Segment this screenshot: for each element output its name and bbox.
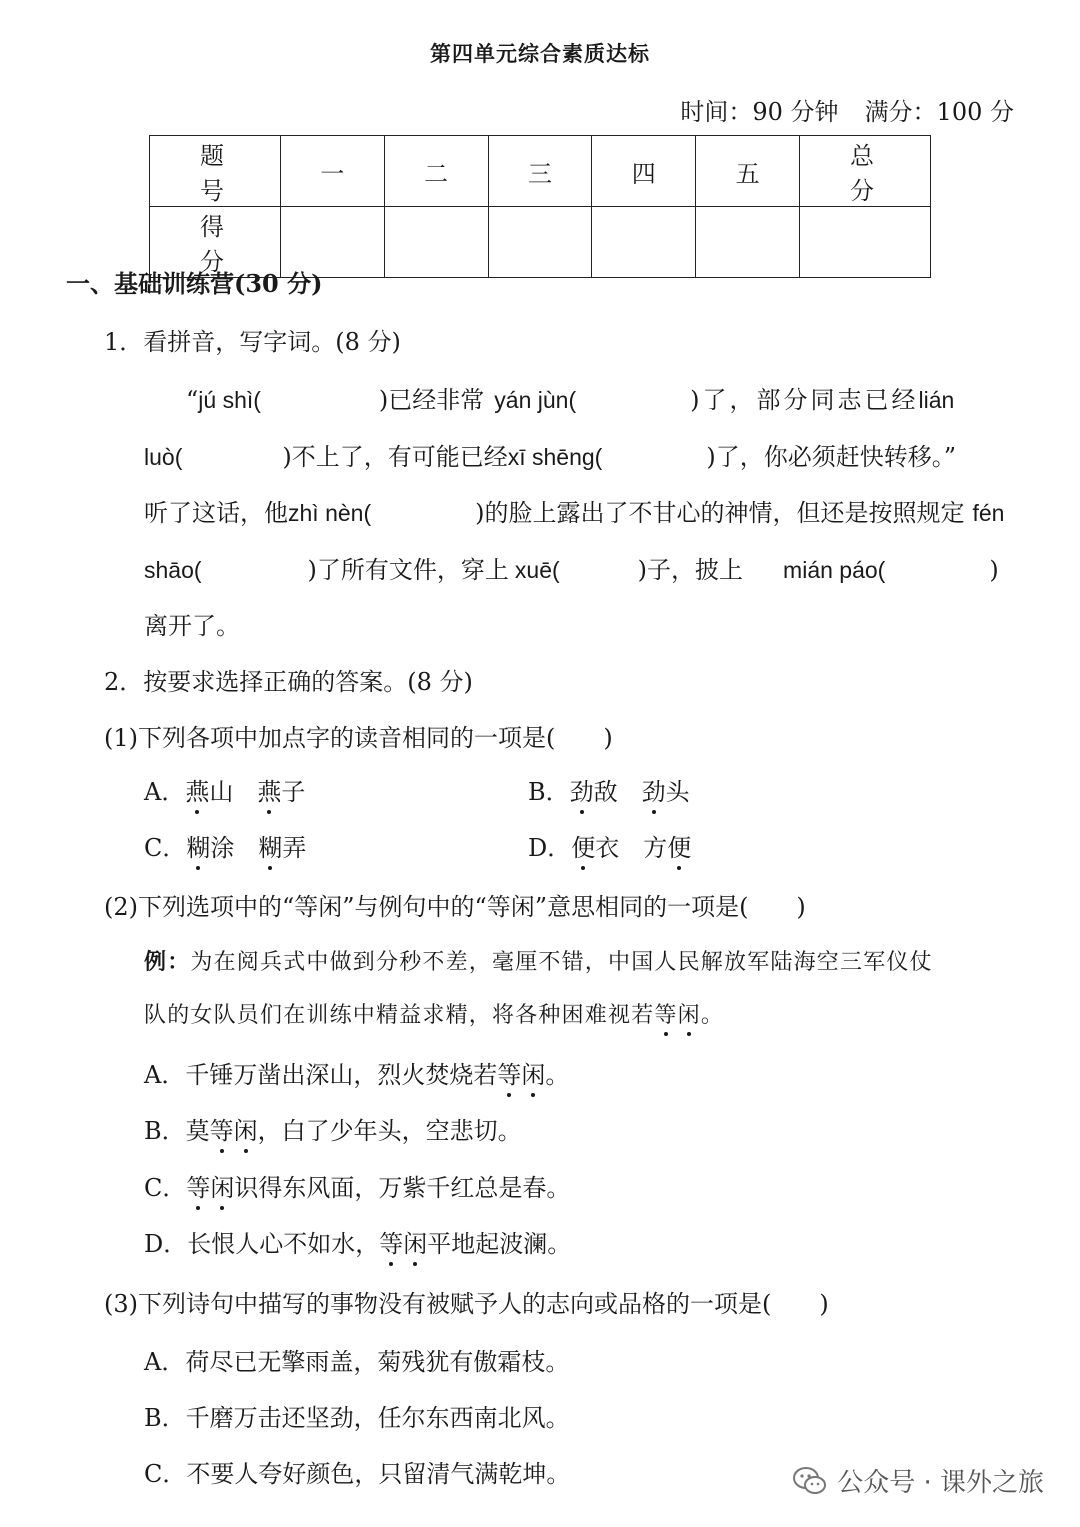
- q1-text: “: [186, 386, 199, 414]
- q1-line-1: [186, 380, 954, 415]
- score-cell: [488, 207, 592, 278]
- pinyin: yán jùn(: [494, 387, 577, 413]
- example-text: 为在阅兵式中做到分秒不差，毫厘不错，中国人民解放军陆海空三军仪仗: [190, 950, 933, 975]
- pinyin: xī shēng(: [507, 444, 603, 470]
- pinyin: shāo(: [144, 557, 202, 583]
- score-header-cell: 一: [280, 136, 384, 207]
- q2-1-option-a[interactable]: A．燕山 燕子: [144, 772, 305, 807]
- q1-line-2: [144, 437, 956, 472]
- score-header-cell: 题 号: [150, 136, 281, 207]
- score-header-cell: 五: [696, 136, 800, 207]
- page-title: 第四单元综合素质达标: [430, 41, 650, 66]
- score-cell: [384, 207, 488, 278]
- q2-3-option-a[interactable]: A．荷尽已无擎雨盖，菊残犹有傲霜枝。: [144, 1348, 570, 1376]
- q1-line-5: 离开了。: [144, 612, 240, 640]
- q1-text: 听了这话，他: [144, 499, 288, 527]
- q2-2-stem: (2)下列选项中的“等闲”与例句中的“等闲”意思相同的一项是( ): [104, 893, 806, 921]
- section-heading: 一、基础训练营(30 分): [66, 269, 323, 298]
- pinyin: xuē(: [514, 557, 560, 583]
- full-score: 满分：100 分: [864, 98, 1014, 126]
- score-row-label: 得 分: [150, 207, 281, 278]
- example-label: 例：: [144, 950, 191, 975]
- score-header-cell: 二: [384, 136, 488, 207]
- q1-text: )了，部分同志已经: [690, 386, 919, 414]
- q2-2-example-line-1: [144, 945, 933, 976]
- q2-2-example-line-2: 队的女队员们在训练中精益求精，将各种困难视若等闲。: [144, 998, 724, 1029]
- exam-meta: [680, 92, 1014, 127]
- q2-2-option-d[interactable]: D．长恨人心不如水，等闲平地起波澜。: [144, 1224, 571, 1259]
- pinyin: fén: [972, 500, 1005, 526]
- pinyin: lián: [918, 387, 955, 413]
- score-header-cell: 总 分: [800, 136, 931, 207]
- q2-3-option-c[interactable]: C．不要人夸好颜色，只留清气满乾坤。: [144, 1460, 571, 1488]
- q2-3-option-b[interactable]: B．千磨万击还坚劲，任尔东西南北风。: [144, 1404, 570, 1432]
- q2-3-stem: (3)下列诗句中描写的事物没有被赋予人的志向或品格的一项是( ): [104, 1290, 829, 1318]
- score-header-cell: 四: [592, 136, 696, 207]
- time-limit: 时间：90 分钟: [680, 98, 839, 126]
- q2-1-option-b[interactable]: B．劲敌 劲头: [528, 772, 690, 807]
- pinyin: mián páo(: [783, 557, 886, 583]
- pinyin: jú shì(: [198, 387, 261, 413]
- score-cell: [592, 207, 696, 278]
- q2-2-option-c[interactable]: C．等闲识得东风面，万紫千红总是春。: [144, 1168, 570, 1203]
- q2-1-option-d[interactable]: D．便衣 方便: [528, 828, 691, 863]
- q1-text: )了所有文件，穿上: [307, 556, 509, 584]
- question-2-title: 2．按要求选择正确的答案。(8 分): [104, 668, 473, 696]
- score-header-cell: 三: [488, 136, 592, 207]
- q1-line-3: [144, 493, 1004, 528]
- q2-1-option-c[interactable]: C．糊涂 糊弄: [144, 828, 306, 863]
- pinyin: luò(: [144, 444, 183, 470]
- q1-text: )子，披上: [637, 556, 744, 584]
- q1-text: )已经非常: [378, 386, 485, 414]
- q2-1-stem: (1)下列各项中加点字的读音相同的一项是( ): [104, 724, 613, 752]
- score-table: [149, 135, 950, 278]
- q2-2-option-b[interactable]: B．莫等闲，白了少年头，空悲切。: [144, 1111, 522, 1146]
- q1-text: )的脸上露出了不甘心的神情，但还是按照规定: [475, 499, 965, 527]
- score-cell: [696, 207, 800, 278]
- q2-2-option-a[interactable]: A．千锤万凿出深山，烈火焚烧若等闲。: [144, 1055, 569, 1090]
- q1-line-4: [144, 550, 999, 585]
- q1-text: ): [989, 556, 999, 584]
- q1-text: )了，你必须赶快转移。”: [706, 443, 956, 471]
- q1-text: )不上了，有可能已经: [282, 443, 508, 471]
- score-table-header-row: [150, 136, 931, 207]
- watermark-text: 公众号 · 课外之旅: [837, 1468, 1044, 1498]
- wechat-icon: [793, 1466, 827, 1496]
- score-cell: [800, 207, 931, 278]
- question-1-title: 1．看拼音，写字词。(8 分): [104, 328, 401, 356]
- pinyin: zhì nèn(: [288, 500, 372, 526]
- watermark: [793, 1462, 1044, 1499]
